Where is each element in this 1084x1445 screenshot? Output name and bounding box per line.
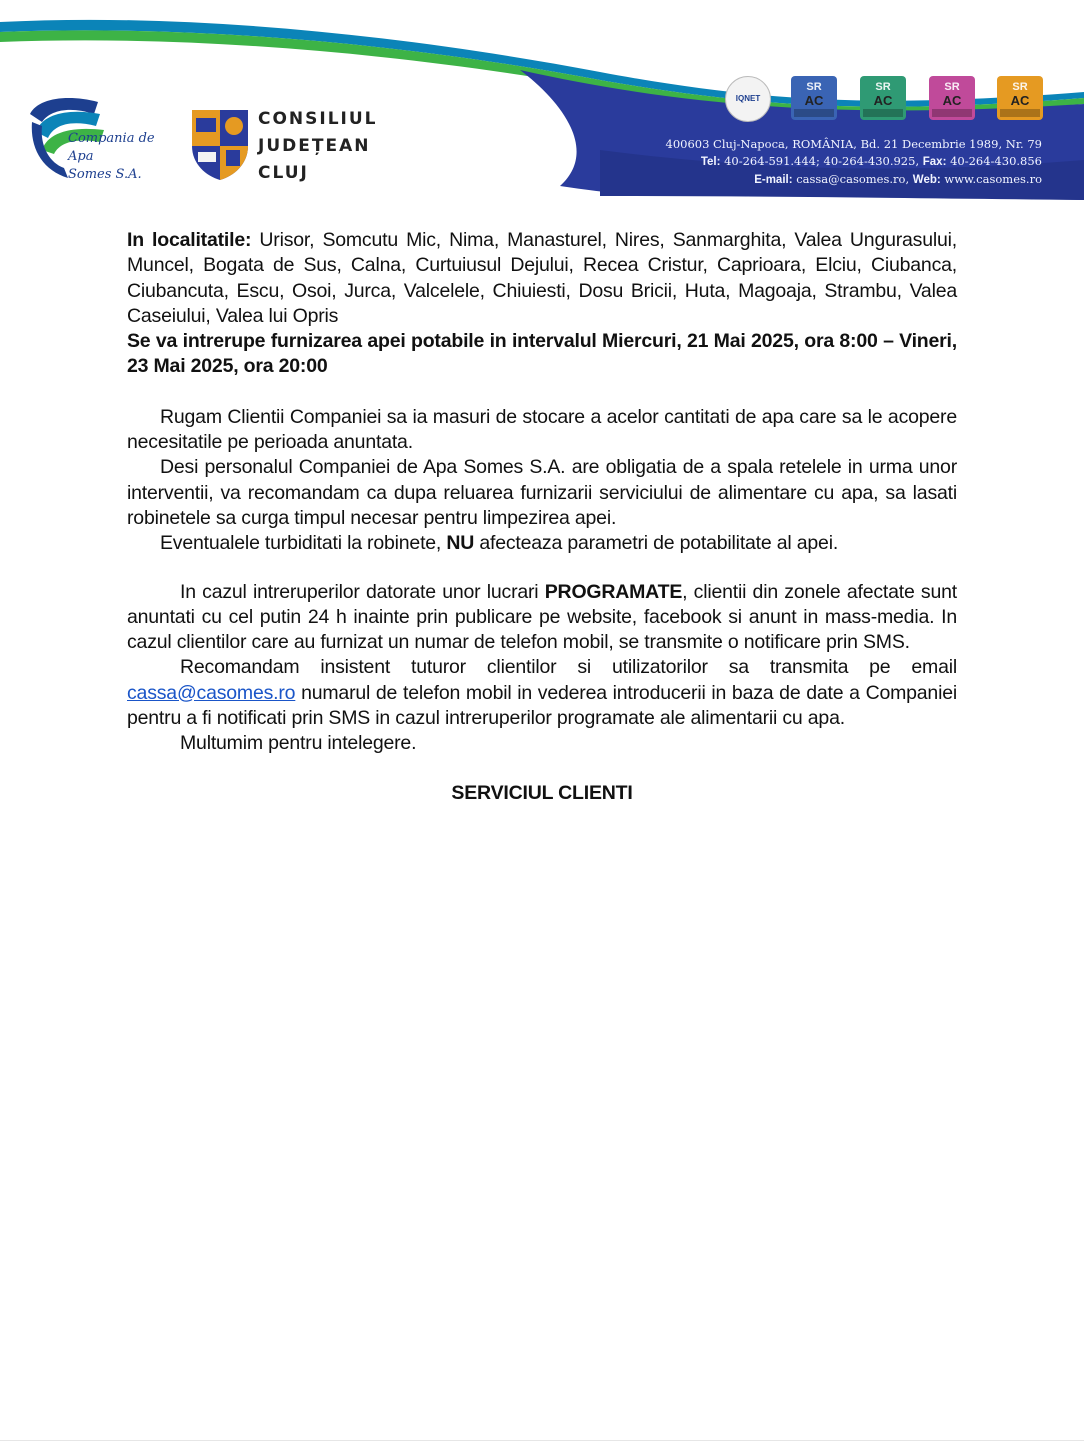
company-logo-line1: Compania de Apa	[68, 131, 155, 164]
company-logo	[28, 92, 178, 184]
council-line2: JUDEȚEAN	[258, 136, 371, 156]
srac-badge-label: AC	[942, 93, 962, 108]
email-web-line	[602, 171, 1042, 189]
srac-badge-icon	[929, 76, 975, 120]
contact-block	[602, 136, 1042, 189]
srac-badge-icon	[791, 76, 837, 120]
company-logo-text	[68, 130, 178, 184]
council-logo	[190, 106, 390, 184]
scheduled-emphasis: PROGRAMATE	[544, 580, 683, 603]
turbidity-emphasis: NU	[446, 532, 475, 555]
web-label: Web:	[912, 174, 941, 186]
letterhead	[0, 0, 1084, 210]
iqnet-badge-icon: IQNET	[725, 76, 771, 122]
srac-badge-number: SR	[806, 81, 822, 93]
srac-badge-icon	[997, 76, 1043, 120]
council-line1: CONSILIUL	[258, 109, 378, 129]
email-label: E-mail:	[754, 174, 793, 186]
tel-value: 40-264-591.444; 40-264-430.925,	[724, 154, 920, 168]
scheduled-text-end: , clientii din zonele afectate sunt anuntati cu cel putin 24 h inainte prin publicare pe website, facebook si anunt in mass-media. In cazul clientilor care au furnizat un numar de telefon mobil, se transmite o notificare prin SMS.	[127, 580, 957, 654]
scheduled-paragraph	[127, 580, 957, 656]
turbidity-text-end: afecteaza parametri de potabilitate al apei.	[474, 532, 839, 555]
web-value: www.casomes.ro	[944, 172, 1042, 186]
localities-list: Urisor, Somcutu Mic, Nima, Manasturel, Nires, Sanmarghita, Valea Ungurasului, Muncel, Bogata de Sus, Calna, Curtuiusul Dejului, Recea Cristur, Caprioara, Elciu, Ciubanca, Ciubancuta, Escu, Osoi, Jurca, Valcelele, Chiuiesti, Dosu Bricii, Huta, Magoaja, Strambu, Valea Caseiului, Valea lui Opris	[127, 229, 958, 327]
srac-badge-label: AC	[1010, 93, 1030, 108]
interruption-statement: Se va intrerupe furnizarea apei potabile in intervalul Miercuri, 21 Mai 2025, ora 8:00 – Vineri, 23 Mai 2025, ora 20:00	[127, 330, 957, 378]
fax-value: 40-264-430.856	[950, 154, 1042, 168]
flushing-paragraph: Desi personalul Companiei de Apa Somes S.A. are obligatia de a spala retelele in urma unor interventii, va recomandam ca dupa reluarea furnizarii serviciului de alimentare cu apa, sa lasati robinetele sa curga timpul necesar pentru limpezirea apei.	[127, 456, 957, 529]
localities-paragraph	[127, 228, 957, 329]
email-link[interactable]: cassa@casomes.ro	[127, 681, 296, 704]
council-name	[258, 106, 378, 187]
localities-label: In localitatile:	[127, 229, 252, 251]
address: 400603 Cluj-Napoca, ROMÂNIA, Bd. 21 Decembrie 1989, Nr. 79	[665, 137, 1042, 151]
turbidity-paragraph	[127, 531, 957, 556]
notice-body	[127, 228, 957, 806]
signature: SERVICIUL CLIENTI	[451, 781, 633, 804]
srac-badge-label: AC	[873, 93, 893, 108]
srac-badge-number: SR	[875, 81, 891, 93]
storage-paragraph: Rugam Clientii Companiei sa ia masuri de stocare a acelor cantitati de apa care sa le acopere necesitatile pe perioada anuntata.	[127, 405, 957, 454]
scheduled-text-start: In cazul intreruperilor datorate unor lucrari	[180, 580, 545, 603]
tel-label: Tel:	[700, 156, 721, 168]
recommendation-text-end: numarul de telefon mobil in vederea introducerii in baza de date a Companiei pentru a fi notificati prin SMS in cazul intreruperilor programate ale alimentarii cu apa.	[127, 681, 957, 730]
recommendation-text-start: Recomandam insistent tuturor clientilor si utilizatorilor sa transmita pe email	[180, 656, 957, 679]
srac-badge-icon	[860, 76, 906, 120]
page-bottom-divider	[0, 1440, 1084, 1441]
srac-badge-label: AC	[804, 93, 824, 108]
council-crest-icon	[190, 106, 250, 182]
certification-badges	[725, 76, 1055, 124]
srac-badge-number: SR	[1012, 81, 1028, 93]
recommendation-paragraph	[127, 655, 957, 731]
phone-fax-line	[602, 153, 1042, 171]
company-logo-line2: Somes S.A.	[68, 167, 142, 182]
srac-badge-number: SR	[944, 81, 960, 93]
email-value: cassa@casomes.ro,	[796, 172, 910, 186]
fax-label: Fax:	[922, 156, 947, 168]
thanks-paragraph: Multumim pentru intelegere.	[180, 732, 417, 755]
council-line3: CLUJ	[258, 163, 309, 183]
turbidity-text-start: Eventualele turbiditati la robinete,	[160, 532, 447, 555]
